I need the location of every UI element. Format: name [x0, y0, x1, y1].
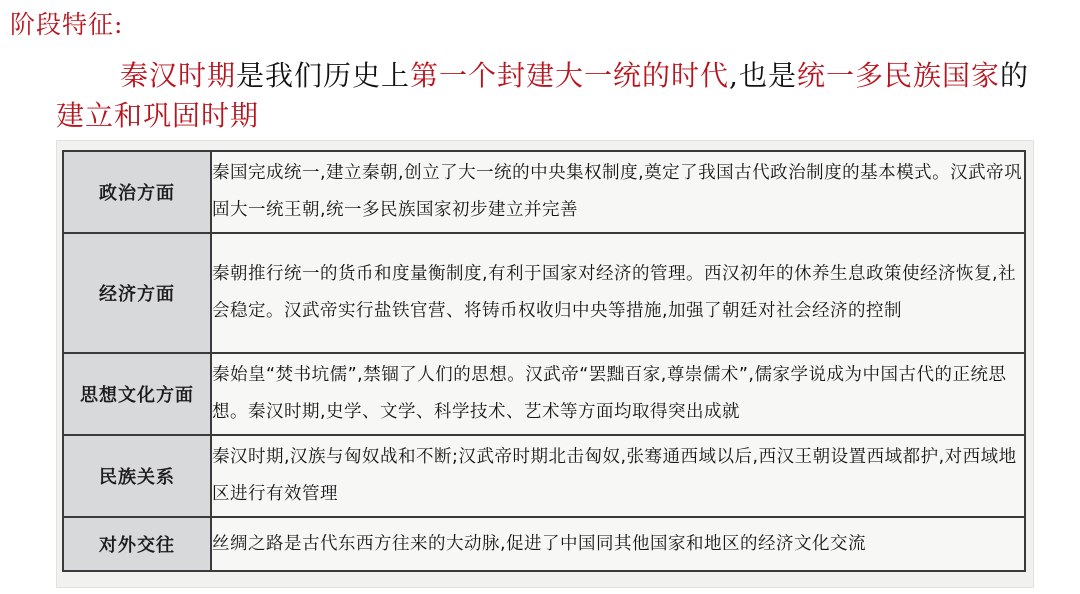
row-content-ethnic-relations: 秦汉时期,汉族与匈奴战和不断;汉武帝时期北击匈奴,张骞通西域以后,西汉王朝设置西域都护,对西域地区进行有效管理 — [211, 435, 1025, 517]
summary-paragraph — [56, 56, 1046, 136]
table-row — [63, 353, 1025, 435]
summary-first-unified-era: 第一个封建大一统的时代 — [410, 59, 730, 92]
row-content-foreign-exchange: 丝绸之路是古代东西方往来的大动脉,促进了中国同其他国家和地区的经济文化交流 — [211, 517, 1025, 571]
table-row — [63, 151, 1025, 233]
table-row — [63, 233, 1025, 353]
row-label-economy: 经济方面 — [63, 233, 211, 353]
table-row — [63, 517, 1025, 571]
summary-text-2: ,也是 — [729, 59, 797, 92]
summary-establishment-period: 建立和巩固时期 — [56, 99, 260, 132]
summary-text-3: 的 — [999, 59, 1029, 92]
row-label-politics: 政治方面 — [63, 151, 211, 233]
row-label-ethnic-relations: 民族关系 — [63, 435, 211, 517]
table-row — [63, 435, 1025, 517]
row-content-culture: 秦始皇“焚书坑儒”,禁锢了人们的思想。汉武帝“罢黜百家,尊崇儒术”,儒家学说成为中国古代的正统思想。秦汉时期,史学、文学、科学技术、艺术等方面均取得突出成就 — [211, 353, 1025, 435]
summary-period-name: 秦汉时期 — [120, 59, 237, 92]
section-heading: 阶段特征: — [10, 10, 124, 39]
row-label-foreign-exchange: 对外交往 — [63, 517, 211, 571]
row-label-culture: 思想文化方面 — [63, 353, 211, 435]
row-content-politics: 秦国完成统一,建立秦朝,创立了大一统的中央集权制度,奠定了我国古代政治制度的基本模式。汉武帝巩固大一统王朝,统一多民族国家初步建立并完善 — [211, 151, 1025, 233]
characteristics-table — [62, 150, 1026, 572]
row-content-economy: 秦朝推行统一的货币和度量衡制度,有利于国家对经济的管理。西汉初年的休养生息政策使经济恢复,社会稳定。汉武帝实行盐铁官营、将铸币权收归中央等措施,加强了朝廷对社会经济的控制 — [211, 233, 1025, 353]
summary-multiethnic-state: 统一多民族国家 — [796, 59, 1000, 92]
summary-text-1: 是我们历史上 — [236, 59, 411, 92]
